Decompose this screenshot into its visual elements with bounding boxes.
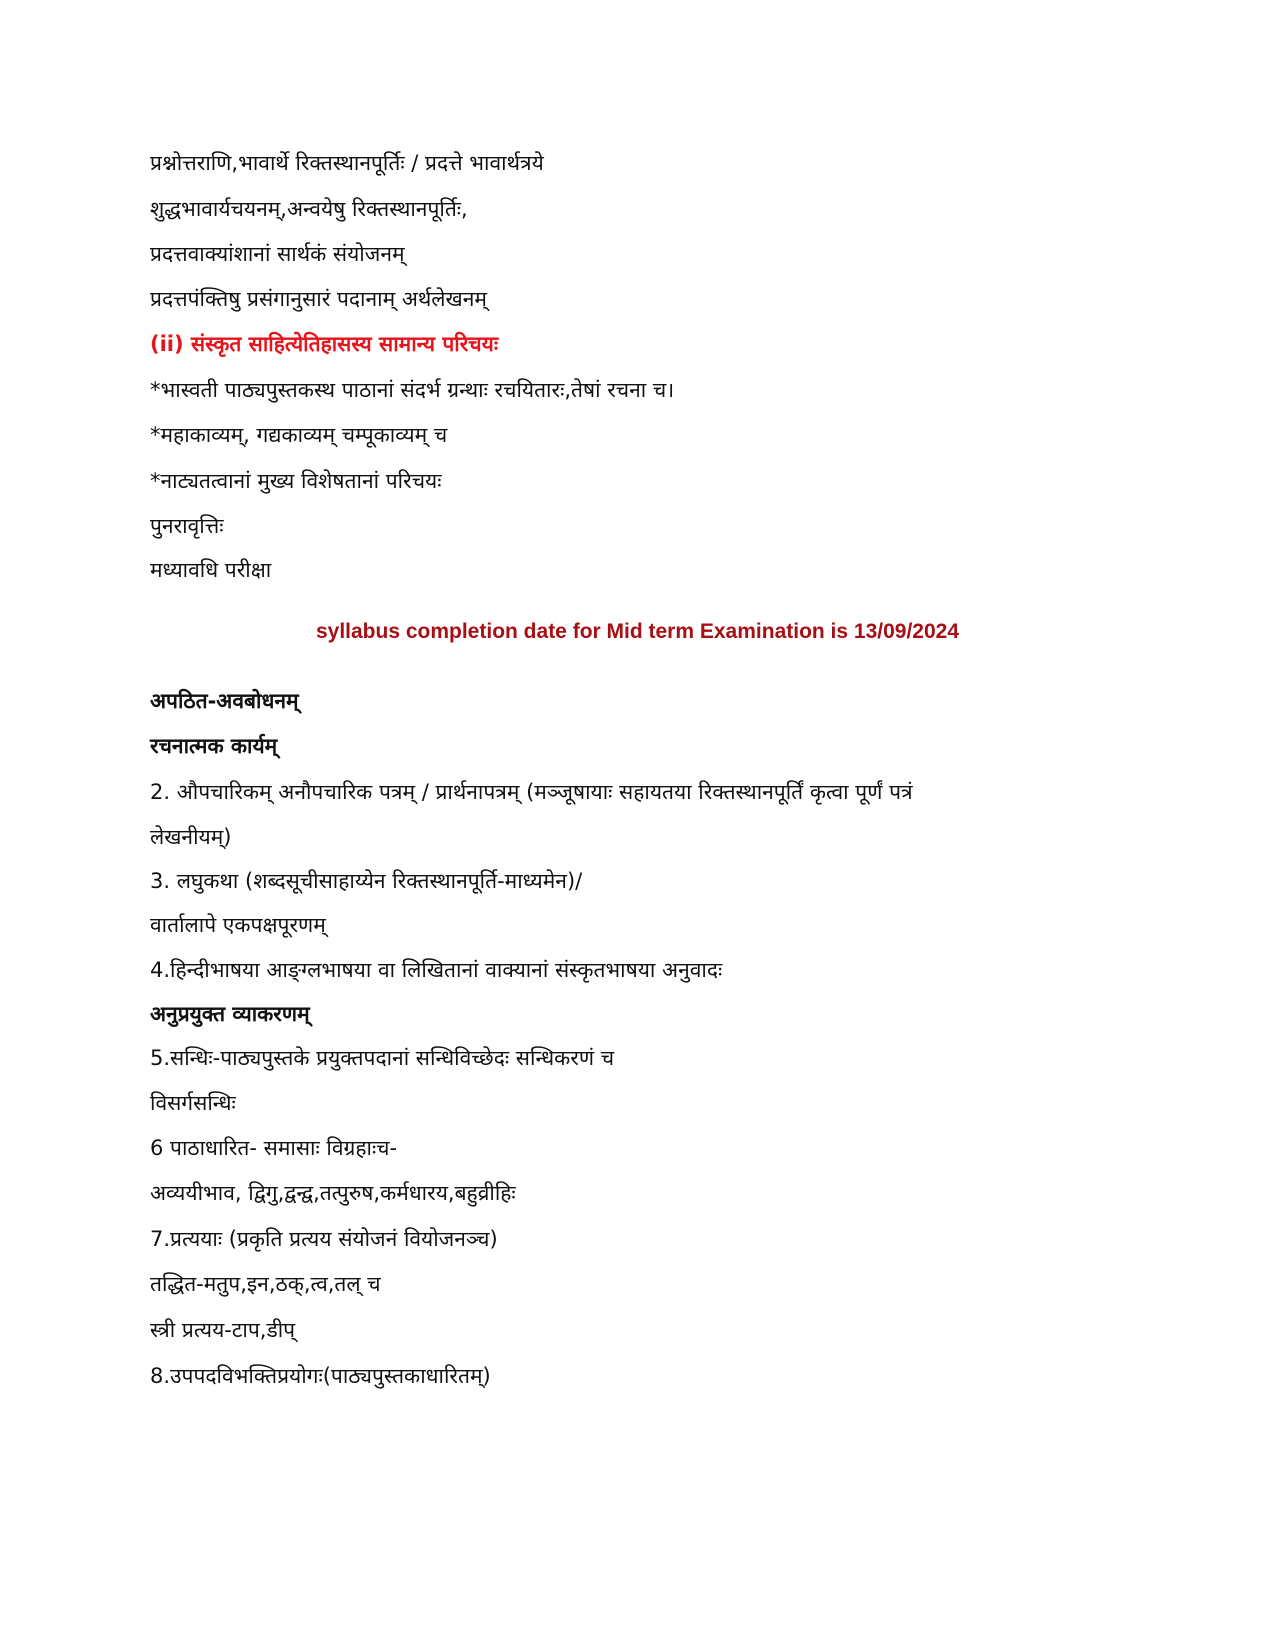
text-line: 6 पाठाधारित- समासाः विग्रहाःच- [150, 1136, 398, 1160]
text-line: लेखनीयम्) [150, 825, 232, 849]
text-line: शुद्धभावार्यचयनम्,अन्वयेषु रिक्तस्थानपूर्तिः, [150, 197, 468, 221]
text-line: प्रदत्तपंक्तिषु प्रसंगानुसारं पदानाम् अर्थलेखनम् [150, 287, 487, 311]
text-line: पुनरावृत्तिः [150, 514, 224, 538]
text-line: अव्ययीभाव, द्विगु,द्वन्द्व,तत्पुरुष,कर्मधारय,बहुव्रीहिः [150, 1181, 516, 1205]
text-line: तद्धित-मतुप,इन,ठक्,त्व,तल् च [150, 1272, 381, 1296]
text-line: प्रदत्तवाक्यांशानां सार्थकं संयोजनम् [150, 242, 405, 266]
section-heading: रचनात्मक कार्यम् [150, 734, 278, 758]
text-line: *भास्वती पाठ्यपुस्तकस्थ पाठानां संदर्भ ग्रन्थाः रचयितारः,तेषां रचना च। [150, 378, 675, 402]
text-line: प्रश्नोत्तराणि,भावार्थे रिक्तस्थानपूर्तिः / प्रदत्ते भावार्थत्रये [150, 151, 544, 175]
text-line: 3. लघुकथा (शब्दसूचीसाहाय्येन रिक्तस्थानपूर्ति-माध्यमेन)/ [150, 869, 583, 893]
section-heading: (ii) संस्कृत साहित्येतिहासस्य सामान्य परिचयः [150, 332, 499, 356]
text-line: विसर्गसन्धिः [150, 1091, 236, 1115]
text-line: *नाट्यतत्वानां मुख्य विशेषतानां परिचयः [150, 469, 442, 493]
text-line: वार्तालापे एकपक्षपूरणम् [150, 913, 326, 937]
text-line: स्त्री प्रत्यय-टाप,डीप् [150, 1318, 296, 1342]
text-line: 5.सन्धिः-पाठ्यपुस्तके प्रयुक्तपदानां सन्धिविच्छेदः सन्धिकरणं च [150, 1046, 615, 1070]
text-line: 7.प्रत्ययाः (प्रकृति प्रत्यय संयोजनं वियोजनञ्च) [150, 1227, 498, 1251]
syllabus-notice: syllabus completion date for Mid term Examination is 13/09/2024 [315, 620, 960, 643]
text-line: 2. औपचारिकम् अनौपचारिक पत्रम् / प्रार्थनापत्रम् (मञ्जूषायाः सहायतया रिक्तस्थानपूर्तिं कृत्वा पूर्णं पत्रं [150, 780, 913, 804]
section-heading: अपठित-अवबोधनम् [150, 689, 299, 713]
text-line: 8.उपपदविभक्तिप्रयोगः(पाठ्यपुस्तकाधारितम्) [150, 1364, 491, 1388]
text-line: *महाकाव्यम्, गद्यकाव्यम् चम्पूकाव्यम् च [150, 423, 448, 447]
section-heading: अनुप्रयुक्त व्याकरणम् [150, 1002, 310, 1026]
text-line: मध्यावधि परीक्षा [150, 558, 272, 582]
text-line: 4.हिन्दीभाषया आङ्ग्लभाषया वा लिखितानां वाक्यानां संस्कृतभाषया अनुवादः [150, 958, 723, 982]
